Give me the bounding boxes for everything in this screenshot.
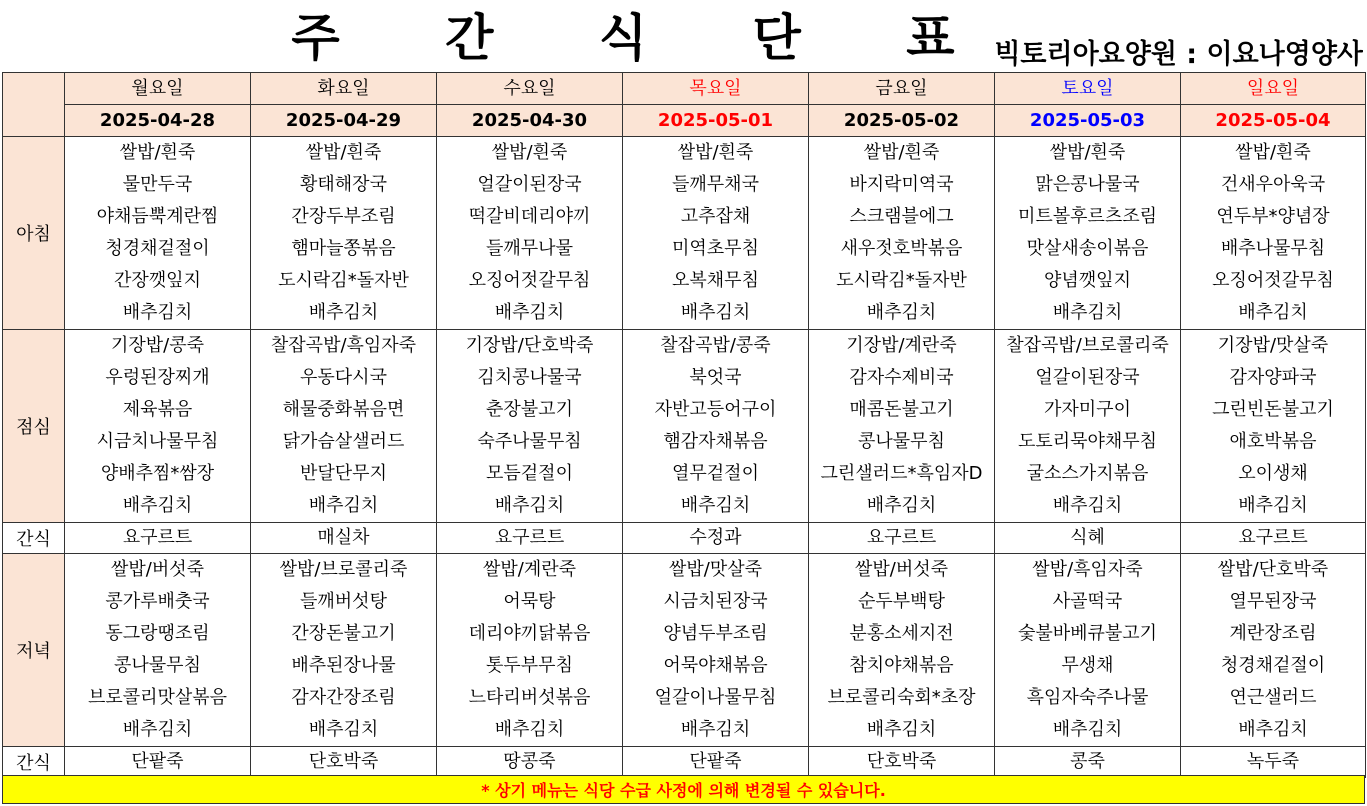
menu-item: 기장밥/단호박죽: [465, 335, 594, 356]
menu-item: 열무겉절이: [672, 463, 759, 484]
menu-item: 바지락미역국: [849, 174, 954, 195]
lunch-row: [3, 330, 1366, 523]
menu-item: 배추김치: [866, 302, 937, 323]
breakfast-day-cell: [623, 137, 809, 330]
menu-item: 굴소스가지볶음: [1026, 463, 1149, 484]
menu-item: 모듬겉절이: [486, 463, 573, 484]
menu-item: 도토리묵야채무침: [1017, 431, 1158, 452]
menu-item: 배추김치: [308, 495, 379, 516]
menu-item: 스크램블에그: [849, 206, 954, 227]
date-cell: 2025-05-03: [995, 105, 1181, 137]
footer-notice: * 상기 메뉴는 식당 수급 사정에 의해 변경될 수 있습니다.: [2, 775, 1365, 804]
menu-item: 배추김치: [494, 719, 565, 740]
menu-item: 애호박볶음: [1229, 431, 1317, 452]
menu-item: 배추김치: [1238, 495, 1308, 516]
menu-item: 반달단무지: [300, 463, 387, 484]
snack2-row: [3, 747, 1366, 778]
menu-item: 콩나물무침: [858, 431, 945, 452]
menu-item: 순두부백탕: [858, 591, 945, 612]
menu-item: 떡갈비데리야끼: [468, 206, 591, 227]
menu-item: 배추김치: [494, 302, 565, 323]
menu-item: 얼갈이된장국: [477, 174, 582, 195]
snack-item: 요구르트: [65, 523, 251, 554]
breakfast-day-cell: [65, 137, 251, 330]
menu-item: 매콤돈불고기: [849, 399, 954, 420]
menu-item: 양배추찜*쌈장: [100, 463, 215, 484]
menu-item: 어묵야채볶음: [663, 655, 768, 676]
snack-item: 요구르트: [809, 523, 995, 554]
menu-item: 배추김치: [1052, 719, 1123, 740]
menu-item: 들깨무나물: [486, 238, 573, 259]
menu-item: 간장깻잎지: [114, 270, 201, 291]
date-cell: 2025-05-02: [809, 105, 995, 137]
menu-item: 간장돈불고기: [291, 623, 396, 644]
menu-item: 오징어젓갈무침: [1212, 270, 1334, 291]
menu-item: 어묵탕: [503, 591, 556, 612]
corner-cell: [3, 73, 65, 137]
dinner-label: 저녁: [3, 554, 65, 747]
menu-item: 쌀밥/버섯죽: [110, 559, 204, 580]
menu-item: 숙주나물무침: [477, 431, 582, 452]
day-name-row: [3, 73, 1366, 105]
menu-item: 브로콜리숙회*초장: [827, 687, 976, 708]
dinner-day-cell: [251, 554, 437, 747]
menu-table: [2, 72, 1366, 778]
menu-item: 물만두국: [122, 174, 193, 195]
menu-item: 사골떡국: [1052, 591, 1123, 612]
menu-item: 배추김치: [1052, 495, 1123, 516]
menu-item: 찰잡곡밥/흑임자죽: [270, 335, 417, 356]
menu-item: 감자간장조림: [291, 687, 396, 708]
menu-item: 맛살새송이볶음: [1026, 238, 1149, 259]
snack-item: 단호박죽: [251, 747, 437, 778]
menu-item: 고추잡채: [680, 206, 751, 227]
menu-item: 미역초무침: [672, 238, 759, 259]
snack-item: 식혜: [995, 523, 1181, 554]
menu-item: 햄마늘쫑볶음: [291, 238, 396, 259]
menu-item: 건새우아욱국: [1220, 174, 1326, 195]
menu-item: 청경채겉절이: [1220, 655, 1326, 676]
lunch-day-cell: [623, 330, 809, 523]
menu-item: 배추김치: [866, 719, 937, 740]
menu-item: 숯불바베큐불고기: [1017, 623, 1158, 644]
menu-item: 맑은콩나물국: [1035, 174, 1140, 195]
snack-item: 요구르트: [1181, 523, 1366, 554]
menu-item: 연근샐러드: [1229, 687, 1317, 708]
menu-item: 흑임자숙주나물: [1026, 687, 1149, 708]
menu-item: 참치야채볶음: [849, 655, 954, 676]
menu-item: 도시락김*돌자반: [836, 270, 967, 291]
menu-item: 쌀밥/흰죽: [305, 142, 382, 163]
lunch-day-cell: [437, 330, 623, 523]
menu-item: 그린샐러드*흑임자D: [820, 463, 983, 484]
day-name-cell: 금요일: [809, 73, 995, 105]
menu-item: 배추김치: [1238, 719, 1308, 740]
menu-item: 쌀밥/흰죽: [1049, 142, 1126, 163]
menu-item: 배추김치: [308, 302, 379, 323]
breakfast-label: 아침: [3, 137, 65, 330]
dinner-day-cell: [623, 554, 809, 747]
snack-item: 콩죽: [995, 747, 1181, 778]
menu-item: 콩나물무침: [114, 655, 201, 676]
snack-item: 매실차: [251, 523, 437, 554]
menu-item: 황태해장국: [300, 174, 387, 195]
snack-item: 땅콩죽: [437, 747, 623, 778]
menu-item: 미트볼후르츠조림: [1017, 206, 1158, 227]
menu-item: 배추김치: [680, 719, 751, 740]
menu-item: 자반고등어구이: [654, 399, 777, 420]
menu-item: 감자수제비국: [849, 367, 954, 388]
menu-item: 간장두부조림: [291, 206, 396, 227]
menu-item: 배추김치: [1238, 302, 1308, 323]
day-name-cell: 수요일: [437, 73, 623, 105]
page-title: 주 간 식 단 표: [291, 9, 999, 67]
snack-label: 간식: [3, 747, 65, 778]
menu-item: 배추김치: [122, 495, 193, 516]
menu-item: 양념두부조림: [663, 623, 768, 644]
snack-label: 간식: [3, 523, 65, 554]
menu-item: 햄감자채볶음: [663, 431, 768, 452]
menu-item: 김치콩나물국: [477, 367, 582, 388]
menu-item: 도시락김*돌자반: [278, 270, 409, 291]
date-row: [3, 105, 1366, 137]
menu-item: 배추김치: [1052, 302, 1123, 323]
menu-item: 쌀밥/흰죽: [1235, 142, 1311, 163]
day-name-cell: 일요일: [1181, 73, 1366, 105]
menu-item: 쌀밥/버섯죽: [854, 559, 948, 580]
menu-item: 쌀밥/흰죽: [863, 142, 940, 163]
snack-item: 단호박죽: [809, 747, 995, 778]
menu-item: 배추김치: [866, 495, 937, 516]
menu-item: 쌀밥/계란죽: [482, 559, 576, 580]
day-name-cell: 월요일: [65, 73, 251, 105]
menu-item: 쌀밥/흰죽: [677, 142, 754, 163]
menu-item: 감자양파국: [1229, 367, 1317, 388]
snack-item: 단팥죽: [623, 747, 809, 778]
menu-item: 무생채: [1061, 655, 1114, 676]
menu-item: 느타리버섯볶음: [468, 687, 591, 708]
lunch-day-cell: [995, 330, 1181, 523]
menu-item: 기장밥/콩죽: [110, 335, 204, 356]
menu-item: 오징어젓갈무침: [468, 270, 591, 291]
menu-item: 찰잡곡밥/콩죽: [660, 335, 771, 356]
menu-item: 열무된장국: [1229, 591, 1317, 612]
breakfast-day-cell: [809, 137, 995, 330]
menu-item: 배추김치: [122, 719, 193, 740]
day-name-cell: 화요일: [251, 73, 437, 105]
snack-item: 요구르트: [437, 523, 623, 554]
menu-item: 오이생채: [1238, 463, 1308, 484]
lunch-day-cell: [1181, 330, 1366, 523]
breakfast-day-cell: [437, 137, 623, 330]
dinner-row: [3, 554, 1366, 747]
date-cell: 2025-04-30: [437, 105, 623, 137]
menu-item: 배추된장나물: [291, 655, 396, 676]
lunch-day-cell: [251, 330, 437, 523]
menu-item: 쌀밥/흰죽: [119, 142, 196, 163]
day-name-cell: 토요일: [995, 73, 1181, 105]
menu-item: 시금치된장국: [663, 591, 768, 612]
menu-item: 닭가슴살샐러드: [282, 431, 405, 452]
menu-item: 계란장조림: [1229, 623, 1317, 644]
snack-item: 녹두죽: [1181, 747, 1366, 778]
breakfast-row: [3, 137, 1366, 330]
menu-item: 우렁된장찌개: [105, 367, 210, 388]
snack-item: 단팥죽: [65, 747, 251, 778]
menu-item: 청경채겉절이: [105, 238, 210, 259]
menu-item: 가자미구이: [1044, 399, 1131, 420]
breakfast-day-cell: [995, 137, 1181, 330]
menu-item: 그린빈돈불고기: [1212, 399, 1334, 420]
date-cell: 2025-05-01: [623, 105, 809, 137]
menu-item: 새우젓호박볶음: [840, 238, 963, 259]
dinner-day-cell: [809, 554, 995, 747]
menu-item: 북엇국: [689, 367, 742, 388]
menu-item: 기장밥/계란죽: [846, 335, 957, 356]
menu-item: 배추김치: [494, 495, 565, 516]
dinner-day-cell: [1181, 554, 1366, 747]
date-cell: 2025-05-04: [1181, 105, 1366, 137]
lunch-day-cell: [809, 330, 995, 523]
menu-item: 콩가루배춧국: [105, 591, 210, 612]
breakfast-day-cell: [1181, 137, 1366, 330]
menu-item: 들깨무채국: [672, 174, 759, 195]
menu-item: 기장밥/맛살죽: [1217, 335, 1329, 356]
date-cell: 2025-04-28: [65, 105, 251, 137]
menu-item: 오복채무침: [672, 270, 759, 291]
menu-item: 데리야끼닭볶음: [468, 623, 591, 644]
menu-item: 쌀밥/단호박죽: [1217, 559, 1329, 580]
menu-item: 양념깻잎지: [1044, 270, 1131, 291]
menu-item: 분홍소세지전: [849, 623, 954, 644]
menu-item: 배추김치: [680, 495, 751, 516]
menu-item: 얼갈이나물무침: [654, 687, 777, 708]
breakfast-day-cell: [251, 137, 437, 330]
menu-item: 동그랑땡조림: [105, 623, 210, 644]
organization-label: 빅토리아요양원 : 이요나영양사: [994, 39, 1363, 70]
menu-item: 배추김치: [122, 302, 193, 323]
lunch-day-cell: [65, 330, 251, 523]
menu-item: 톳두부무침: [486, 655, 573, 676]
menu-item: 배추김치: [680, 302, 751, 323]
menu-item: 제육볶음: [122, 399, 193, 420]
date-cell: 2025-04-29: [251, 105, 437, 137]
dinner-day-cell: [65, 554, 251, 747]
menu-item: 시금치나물무침: [96, 431, 219, 452]
menu-item: 배추김치: [308, 719, 379, 740]
menu-item: 얼갈이된장국: [1035, 367, 1140, 388]
menu-item: 쌀밥/브로콜리죽: [279, 559, 408, 580]
snack1-row: [3, 523, 1366, 554]
menu-item: 춘장불고기: [486, 399, 573, 420]
menu-item: 쌀밥/흑임자죽: [1032, 559, 1143, 580]
menu-item: 배추나물무침: [1220, 238, 1326, 259]
menu-item: 쌀밥/흰죽: [491, 142, 568, 163]
snack-item: 수정과: [623, 523, 809, 554]
menu-item: 우동다시국: [300, 367, 387, 388]
menu-item: 찰잡곡밥/브로콜리죽: [1006, 335, 1169, 356]
menu-item: 야채듬뿍계란찜: [96, 206, 219, 227]
lunch-label: 점심: [3, 330, 65, 523]
menu-item: 해물중화볶음면: [282, 399, 405, 420]
dinner-day-cell: [995, 554, 1181, 747]
day-name-cell: 목요일: [623, 73, 809, 105]
menu-item: 브로콜리맛살볶음: [87, 687, 228, 708]
menu-item: 쌀밥/맛살죽: [668, 559, 762, 580]
menu-item: 연두부*양념장: [1216, 206, 1330, 227]
menu-item: 들깨버섯탕: [300, 591, 387, 612]
dinner-day-cell: [437, 554, 623, 747]
